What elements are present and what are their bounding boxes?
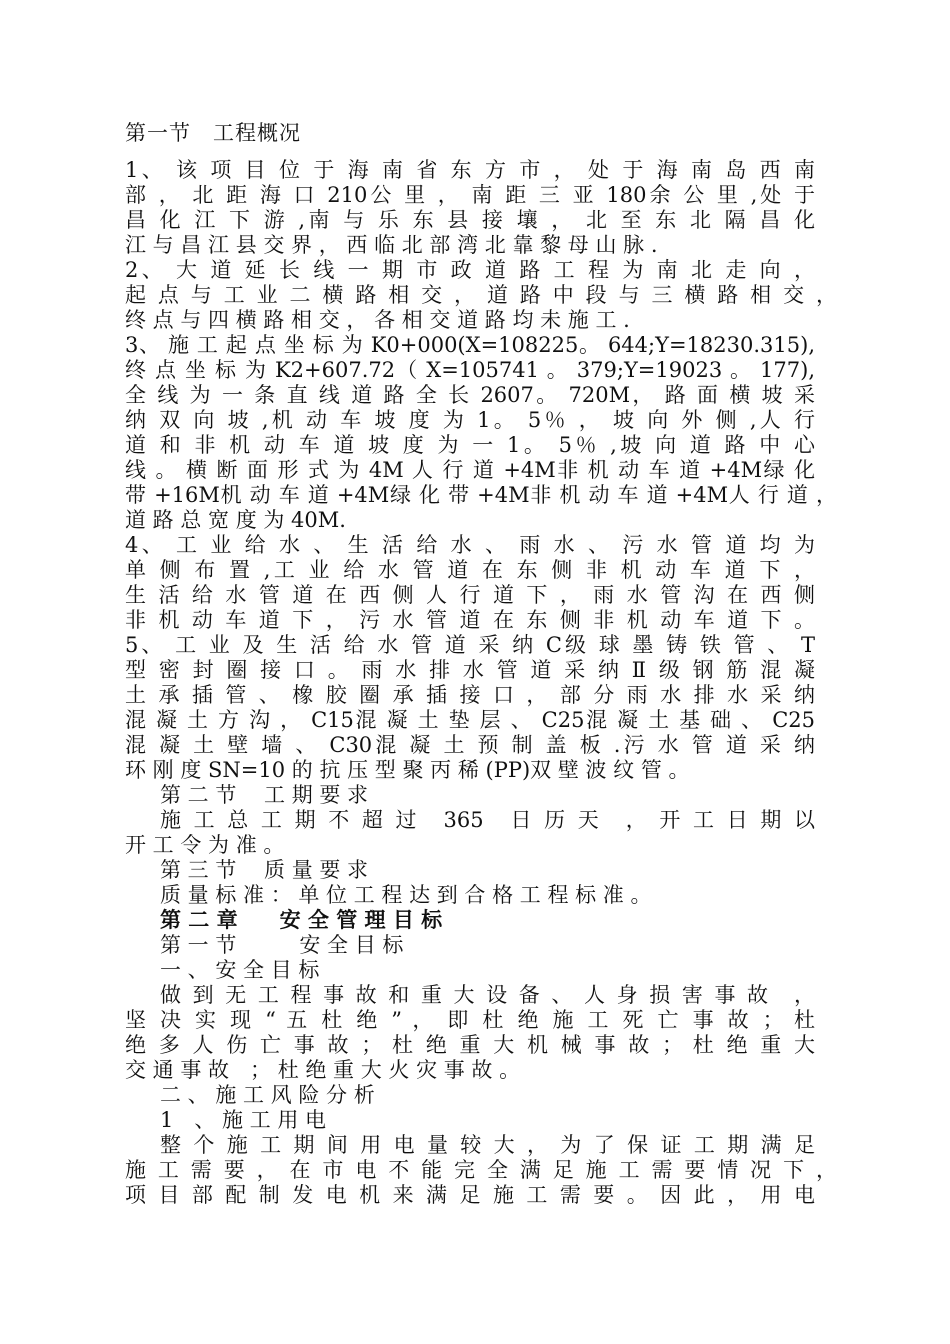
para4-line-3: 生 活 给 水 管 道 在 西 侧 人 行 道 下 ， 雨 水 管 沟 在 西 侧 — [125, 583, 815, 607]
ch2-sub1-line-1: 做 到 无 工 程 事 故 和 重 大 设 备 、 人 身 损 害 事 故 ， — [160, 983, 815, 1007]
ch2-sub1-line-2: 坚 决 实 现 “ 五 杜 绝 ” ， 即 杜 绝 施 工 死 亡 事 故 ； 杜 — [125, 1008, 815, 1032]
ch2-sub1-line-4: 交 通 事 故 ； 杜 绝 重 大 火 灾 事 故 。 — [125, 1058, 521, 1082]
para2-line-1: 2、 大 道 延 长 线 一 期 市 政 道 路 工 程 为 南 北 走 向 ， — [125, 258, 815, 282]
para1-line-2: 部 ， 北 距 海 口 210公 里 ， 南 距 三 亚 180余 公 里 ,处 于 — [125, 183, 815, 207]
para3-line-4: 纳 双 向 坡 ,机 动 车 坡 度 为 1。 5％ ， 坡 向 外 侧 ,人 行 — [125, 408, 815, 432]
section-title: 第一节 工程概况 — [125, 121, 301, 145]
para4-line-4: 非 机 动 车 道 下 ， 污 水 管 道 在 东 侧 非 机 动 车 道 下 。 — [125, 608, 815, 632]
para3-line-5: 道 和 非 机 动 车 道 坡 度 为 一 1。 5％ ,坡 向 道 路 中 心 — [125, 433, 815, 457]
para1-line-4: 江 与 昌 江 县 交 界 ， 西 临 北 部 湾 北 靠 黎 母 山 脉 . — [125, 233, 658, 257]
section2-title: 第 二 节 工 期 要 求 — [160, 783, 369, 807]
para1-line-3: 昌 化 江 下 游 ,南 与 乐 东 县 接 壤 ， 北 至 东 北 隔 昌 化 — [125, 208, 815, 232]
chapter2-title: 第 二 章 安 全 管 理 目 标 — [160, 908, 443, 932]
para5-line-4: 混 凝 土 方 沟 ， C15混 凝 土 垫 层 、 C25混 凝 土 基 础 、 C25 — [125, 708, 815, 732]
ch2-sub2-item1: 1 、 施 工 用 电 — [160, 1108, 327, 1132]
ch2-sub2-line-1: 整 个 施 工 期 间 用 电 量 较 大 ， 为 了 保 证 工 期 满 足 — [160, 1133, 815, 1157]
ch2-section1-title: 第 一 节 安 全 目 标 — [160, 933, 404, 957]
ch2-sub1-line-3: 绝 多 人 伤 亡 事 故 ； 杜 绝 重 大 机 械 事 故 ； 杜 绝 重 大 — [125, 1033, 815, 1057]
para4-line-1: 4、 工 业 给 水 、 生 活 给 水 、 雨 水 、 污 水 管 道 均 为 — [125, 533, 815, 557]
para5-line-1: 5、 工 业 及 生 活 给 水 管 道 采 纳 C级 球 墨 铸 铁 管 、 T — [125, 633, 815, 657]
ch2-sub2-line-2: 施 工 需 要 ， 在 市 电 不 能 完 全 满 足 施 工 需 要 情 况 下 ， — [125, 1158, 837, 1182]
section3-text: 质 量 标 准 ： 单 位 工 程 达 到 合 格 工 程 标 准 。 — [160, 883, 652, 907]
para4-line-2: 单 侧 布 置 ,工 业 给 水 管 道 在 东 侧 非 机 动 车 道 下 ， — [125, 558, 815, 582]
para1-line-1: 1、 该 项 目 位 于 海 南 省 东 方 市 ， 处 于 海 南 岛 西 南 — [125, 158, 815, 182]
section3-title: 第 三 节 质 量 要 求 — [160, 858, 369, 882]
para3-line-8: 道 路 总 宽 度 为 40M. — [125, 508, 346, 532]
para3-line-6: 线 。 横 断 面 形 式 为 4M 人 行 道 +4M非 机 动 车 道 +4M绿 化 — [125, 458, 815, 482]
para5-line-6: 环 刚 度 SN=10 的 抗 压 型 聚 丙 稀 (PP)双 壁 波 纹 管 。 — [125, 758, 690, 782]
ch2-sub2-title: 二 、 施 工 风 险 分 析 — [160, 1083, 375, 1107]
ch2-sub2-line-3: 项 目 部 配 制 发 电 机 来 满 足 施 工 需 要 。 因 此 ， 用 电 — [125, 1183, 815, 1207]
para3-line-1: 3、 施 工 起 点 坐 标 为 K0+000(X=108225。 644;Y=18230.315), — [125, 333, 815, 357]
para3-line-3: 全 线 为 一 条 直 线 道 路 全 长 2607。 720M， 路 面 横 坡 采 — [125, 383, 815, 407]
para3-line-7: 带 +16M机 动 车 道 +4M绿 化 带 +4M非 机 动 车 道 +4M人 行 道 ， — [125, 483, 837, 507]
section2-text-line-2: 开 工 令 为 准 。 — [125, 833, 285, 857]
ch2-sub1-title: 一 、 安 全 目 标 — [160, 958, 320, 982]
section2-text-line-1: 施 工 总 工 期 不 超 过 365 日 历 天 ， 开 工 日 期 以 — [160, 808, 815, 832]
para3-line-2: 终 点 坐 标 为 K2+607.72（ X=105741 。 379;Y=19023 。 177), — [125, 358, 815, 382]
para2-line-2: 起 点 与 工 业 二 横 路 相 交 ， 道 路 中 段 与 三 横 路 相 交 ， — [125, 283, 837, 307]
para5-line-5: 混 凝 土 壁 墙 、 C30混 凝 土 预 制 盖 板 .污 水 管 道 采 纳 — [125, 733, 815, 757]
para5-line-2: 型 密 封 圈 接 口 。 雨 水 排 水 管 道 采 纳 Ⅱ 级 钢 筋 混 凝 — [125, 658, 815, 682]
para2-line-3: 终 点 与 四 横 路 相 交 ， 各 相 交 道 路 均 未 施 工 . — [125, 308, 630, 332]
para5-line-3: 土 承 插 管 、 橡 胶 圈 承 插 接 口 ， 部 分 雨 水 排 水 采 纳 — [125, 683, 815, 707]
